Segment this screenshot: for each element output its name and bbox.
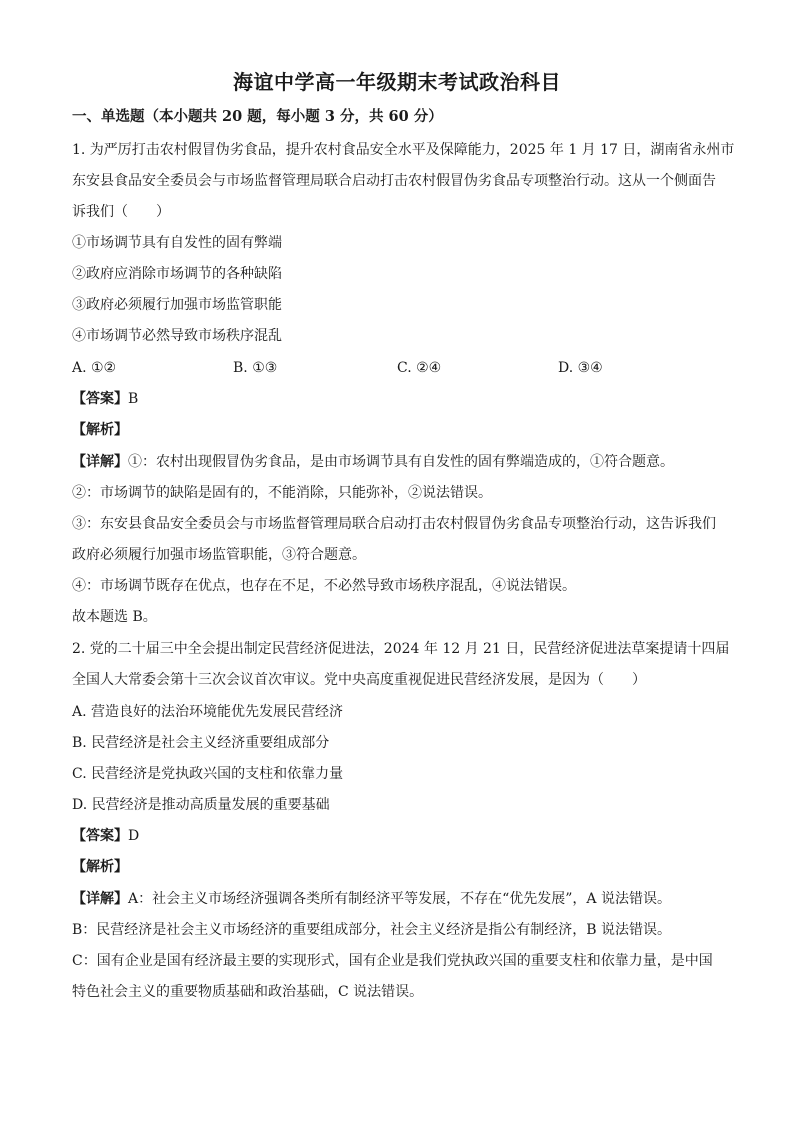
q2-option-d: D. 民营经济是推动高质量发展的重要基础 [72, 797, 330, 813]
q2-detail-2: B：民营经济是社会主义市场经济的重要组成部分，社会主义经济是指公有制经济，B 说法错误。 [72, 922, 672, 938]
q2-answer [72, 826, 732, 846]
q1-stem-line-3: 诉我们（ ） [72, 204, 170, 220]
section-heading: 一、单选题（本小题共 20 题，每小题 3 分，共 60 分） [72, 108, 443, 125]
q1-statement-2: ②政府应消除市场调节的各种缺陷 [72, 266, 282, 282]
q1-answer [72, 389, 732, 409]
q1-detail-5: ④：市场调节既存在优点，也存在不足，不必然导致市场秩序混乱，④说法错误。 [72, 578, 576, 594]
q1-answer-value: B [128, 391, 139, 407]
q1-option-a: A. ①② [72, 360, 117, 376]
q1-statement-3: ③政府必须履行加强市场监管职能 [72, 297, 282, 313]
q2-stem-line-1: 2. 党的二十届三中全会提出制定民营经济促进法，2024 年 12 月 21 日，民营经济促进法草案提请十四届 [72, 641, 730, 657]
q2-stem-line-2: 全国人大常委会第十三次会议首次审议。党中央高度重视促进民营经济发展，是因为（ ） [72, 672, 646, 688]
q2-answer-value: D [128, 828, 140, 844]
q2-option-b: B. 民营经济是社会主义经济重要组成部分 [72, 735, 330, 751]
q1-statement-1: ①市场调节具有自发性的固有弊端 [72, 235, 282, 251]
page-title: 海谊中学高一年级期末考试政治科目 [233, 70, 561, 94]
q1-detail-3: ③：东安县食品安全委员会与市场监督管理局联合启动打击农村假冒伪劣食品专项整治行动，这告诉我们 [72, 516, 716, 532]
q2-detail-4: 特色社会主义的重要物质基础和政治基础，C 说法错误。 [72, 984, 424, 1000]
q1-answer-tag: 【答案】 [72, 391, 128, 407]
q2-analysis-tag: 【解析】 [72, 859, 128, 875]
q1-detail-2: ②：市场调节的缺陷是固有的，不能消除，只能弥补，②说法错误。 [72, 485, 492, 501]
q1-detail-1 [72, 452, 732, 472]
q2-detail-1 [72, 889, 732, 909]
q1-option-d: D. ③④ [558, 360, 603, 376]
q1-analysis-tag: 【解析】 [72, 422, 128, 438]
q2-option-c: C. 民营经济是党执政兴国的支柱和依靠力量 [72, 766, 344, 782]
q2-answer-tag: 【答案】 [72, 828, 128, 844]
q1-stem-line-1: 1. 为严厉打击农村假冒伪劣食品，提升农村食品安全水平及保障能力，2025 年 1 月 17 日，湖南省永州市 [72, 142, 735, 158]
q2-detail-1-text: A：社会主义市场经济强调各类所有制经济平等发展，不存在“优先发展”，A 说法错误。 [128, 891, 671, 907]
q2-option-a: A. 营造良好的法治环境能优先发展民营经济 [72, 704, 344, 720]
q1-options-row [72, 358, 732, 378]
q1-option-c: C. ②④ [397, 360, 442, 376]
q1-conclusion: 故本题选 B。 [72, 609, 157, 625]
q1-detail-1-text: ①：农村出现假冒伪劣食品，是由市场调节具有自发性的固有弊端造成的，①符合题意。 [128, 454, 674, 470]
q1-detail-tag: 【详解】 [72, 454, 128, 470]
q2-detail-tag: 【详解】 [72, 891, 128, 907]
q2-detail-3: C：国有企业是国有经济最主要的实现形式，国有企业是我们党执政兴国的重要支柱和依靠力量，是中国 [72, 953, 713, 969]
q1-detail-4: 政府必须履行加强市场监管职能，③符合题意。 [72, 547, 366, 563]
q1-option-b: B. ①③ [233, 360, 278, 376]
q1-statement-4: ④市场调节必然导致市场秩序混乱 [72, 328, 282, 344]
q1-stem-line-2: 东安县食品安全委员会与市场监督管理局联合启动打击农村假冒伪劣食品专项整治行动。这从一个侧面告 [72, 173, 716, 189]
